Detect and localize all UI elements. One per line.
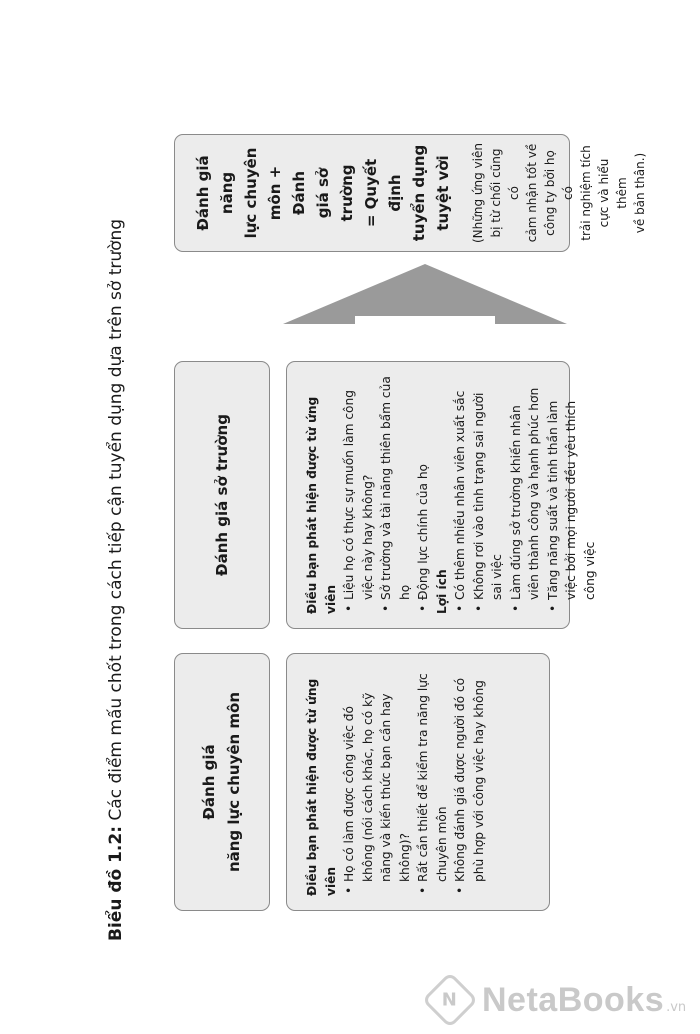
netabooks-logo-text: NetaBooks bbox=[482, 980, 665, 1019]
benefits-lead: Lợi ích bbox=[434, 569, 449, 614]
list-item: • Không rơi vào tình trạng sai người sai việc bbox=[470, 376, 507, 600]
result-box bbox=[174, 134, 647, 252]
list-item: • Động lực chính của họ bbox=[414, 376, 433, 600]
result-note-line: trải nghiệm tích bbox=[579, 145, 593, 241]
result-note bbox=[469, 143, 649, 243]
netabooks-logo-icon bbox=[422, 972, 479, 1029]
skill-assessment-body-box bbox=[286, 653, 550, 911]
result-note-line: bị từ chối cũng có bbox=[489, 148, 521, 238]
result-title-line: tuyển dụng bbox=[410, 144, 428, 242]
list-item: • Làm đúng sở trường khiến nhân viên thành công và hạnh phúc hơn bbox=[507, 376, 544, 600]
result-title-line: = Quyết định bbox=[362, 158, 404, 228]
list-item: • Không đánh giá được người đó có phù hợp với công việc hay không bbox=[451, 668, 488, 882]
list-item: • Rất cần thiết để kiểm tra năng lực chuyên môn bbox=[414, 668, 451, 882]
result-note-line: công ty bởi họ có bbox=[543, 150, 575, 236]
diagram-title-lead: Biểu đồ 1.2: bbox=[106, 825, 126, 941]
strength-assessment-list bbox=[340, 376, 433, 614]
result-title-line: tuyệt vời bbox=[434, 155, 452, 231]
list-item: • Sở trường và tài năng thiên bẩm của họ bbox=[377, 376, 414, 600]
netabooks-watermark bbox=[430, 975, 700, 1025]
result-title bbox=[191, 143, 455, 243]
netabooks-logo-letter: N bbox=[442, 989, 458, 1011]
diagram-title bbox=[106, 41, 126, 941]
list-item: • Tăng năng suất và tinh thần làm việc bởi mọi người đều yêu thích công việc bbox=[544, 376, 600, 600]
merge-arrow bbox=[275, 264, 575, 324]
strength-assessment-header-box bbox=[174, 361, 270, 629]
result-title-line: Đánh giá năng bbox=[194, 155, 236, 231]
result-title-line: lực chuyên bbox=[242, 147, 260, 239]
result-note-line: cực và hiểu thêm bbox=[597, 158, 629, 228]
strength-assessment-body-box bbox=[286, 361, 597, 629]
diagram-title-rest: Các điểm mấu chốt trong cách tiếp cận tuyển dụng dựa trên sở trường bbox=[106, 218, 126, 826]
list-item: • Họ có làm được công việc đó không (nói cách khác, họ có kỹ năng và kiến thức bạn cần hay không)? bbox=[340, 668, 414, 882]
benefits-list bbox=[451, 376, 599, 614]
list-item: • Có thêm nhiều nhân viên xuất sắc bbox=[451, 376, 470, 600]
skill-assessment-title-line1: Đánh giá bbox=[200, 744, 218, 820]
result-note-line: cảm nhận tốt về bbox=[525, 143, 539, 243]
result-title-line: giá sở trường bbox=[314, 164, 356, 222]
skill-assessment-list bbox=[340, 668, 488, 896]
netabooks-logo-suffix: .vn bbox=[666, 1000, 687, 1015]
strength-assessment-title: Đánh giá sở trường bbox=[212, 414, 231, 576]
result-note-line: về bản thân.) bbox=[633, 152, 647, 234]
result-title-line: môn + Đánh bbox=[266, 165, 308, 221]
strength-assessment-lead: Điều bạn phát hiện được từ ứng viên bbox=[305, 396, 338, 614]
merge-arrow-shape bbox=[283, 264, 567, 324]
result-note-line: (Những ứng viên bbox=[471, 143, 485, 243]
skill-assessment-title-line2: năng lực chuyên môn bbox=[225, 691, 243, 873]
skill-assessment-header-box bbox=[174, 653, 270, 911]
list-item: • Liệu họ có thực sự muốn làm công việc này hay không? bbox=[340, 376, 377, 600]
skill-assessment-lead: Điều bạn phát hiện được từ ứng viên bbox=[305, 678, 338, 896]
